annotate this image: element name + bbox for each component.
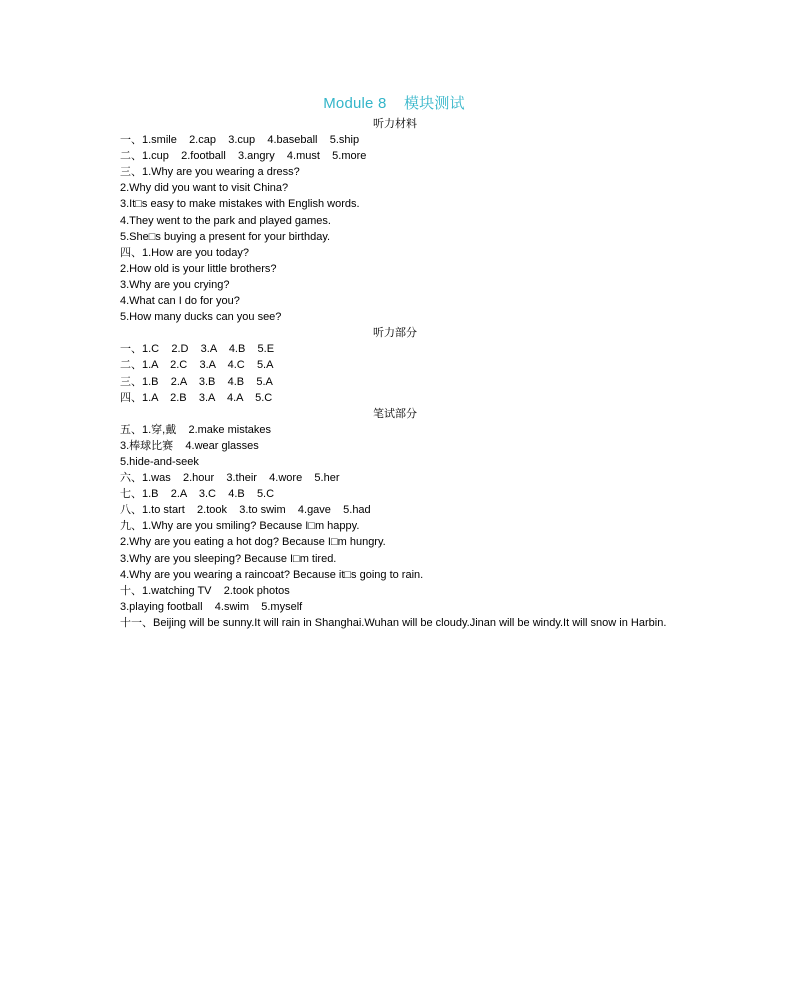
text-line: 4.Why are you wearing a raincoat? Because it□s going to rain. — [120, 568, 424, 581]
text-line: 四、1.A 2.B 3.A 4.A 5.C — [120, 391, 273, 404]
text-line: 八、1.to start 2.took 3.to swim 4.gave 5.had — [120, 504, 371, 517]
text-line: 一、1.smile 2.cap 3.cup 4.baseball 5.ship — [120, 134, 360, 147]
section-heading-writing-part: 笔试部分 — [373, 407, 417, 420]
text-line: 七、1.B 2.A 3.C 4.B 5.C — [120, 488, 275, 501]
text-paragraph: 十一、Beijing will be sunny.It will rain in Shanghai.Wuhan will be cloudy.Jinan will be windy.It will snow in Harbin. — [120, 616, 667, 629]
text-line: 九、1.Why are you smiling? Because I□m happy. — [120, 520, 360, 533]
text-line: 四、1.How are you today? — [120, 246, 250, 259]
text-line: 2.Why are you eating a hot dog? Because I□m hungry. — [120, 536, 386, 549]
text-line: 三、1.Why are you wearing a dress? — [120, 166, 300, 179]
text-line: 3.It□s easy to make mistakes with English words. — [120, 198, 360, 211]
text-line: 3.Why are you sleeping? Because I□m tired. — [120, 552, 337, 565]
text-line: 3.棒球比赛 4.wear glasses — [120, 439, 259, 452]
text-line: 二、1.A 2.C 3.A 4.C 5.A — [120, 359, 274, 372]
section-heading-listening-material: 听力材料 — [373, 118, 417, 130]
text-line: 六、1.was 2.hour 3.their 4.wore 5.her — [120, 472, 340, 485]
section-heading-listening-part: 听力部分 — [373, 327, 417, 340]
answer-key — [120, 116, 670, 631]
text-line: 3.playing football 4.swim 5.myself — [120, 600, 303, 613]
text-line: 一、1.C 2.D 3.A 4.B 5.E — [120, 343, 275, 356]
text-line: 5.She□s buying a present for your birthday. — [120, 230, 331, 243]
text-line: 5.hide-and-seek — [120, 455, 199, 468]
text-line: 2.How old is your little brothers? — [120, 262, 277, 275]
text-line: 二、1.cup 2.football 3.angry 4.must 5.more — [120, 150, 367, 163]
text-line: 5.How many ducks can you see? — [120, 311, 282, 324]
text-line: 4.They went to the park and played games. — [120, 214, 331, 227]
text-line: 五、1.穿,戴 2.make mistakes — [120, 423, 271, 436]
text-line: 十、1.watching TV 2.took photos — [120, 584, 290, 597]
text-line: 3.Why are you crying? — [120, 278, 230, 291]
text-line: 三、1.B 2.A 3.B 4.B 5.A — [120, 375, 273, 388]
text-line: 2.Why did you want to visit China? — [120, 182, 289, 195]
page-title: Module 8 模块测试 — [323, 95, 465, 112]
text-line: 4.What can I do for you? — [120, 295, 240, 308]
